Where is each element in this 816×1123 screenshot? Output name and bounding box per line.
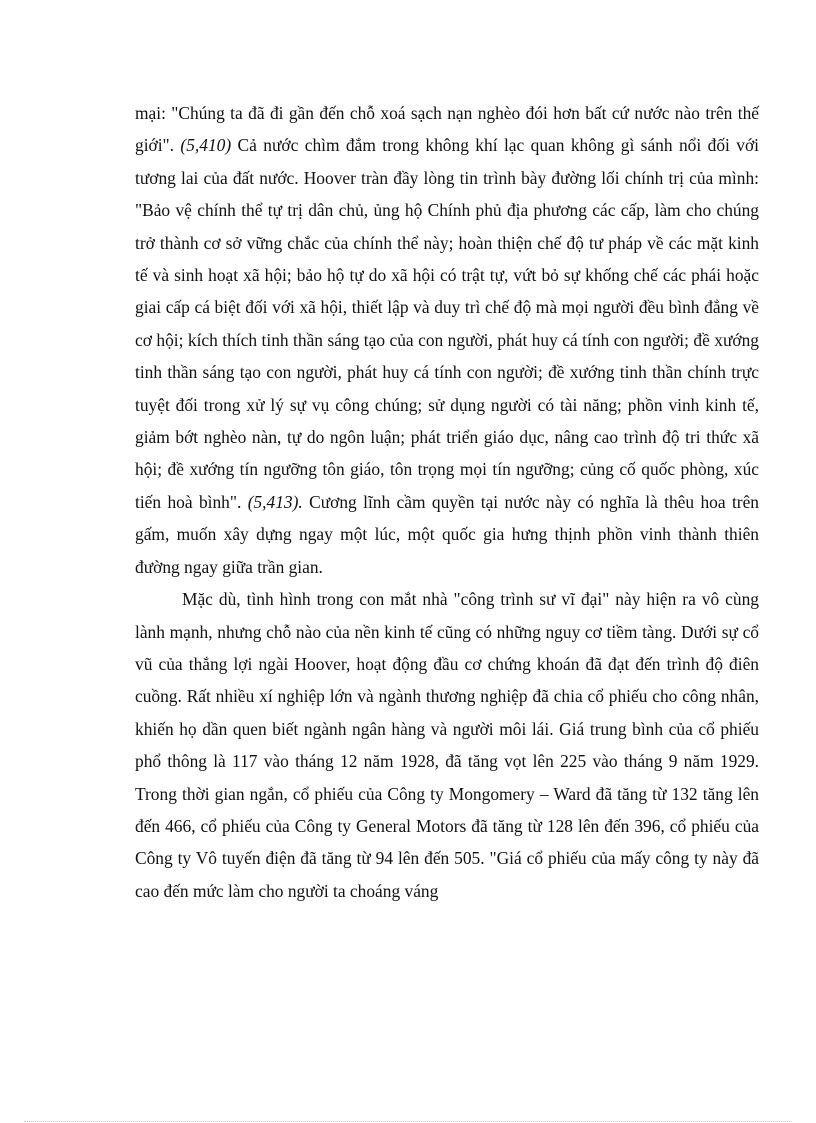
paragraph-1-text-a: mại: "Chúng ta đã đi gần đến chỗ xoá sạch nạn nghèo đói hơn bất cứ nước nào trên thế giới".	[135, 103, 759, 156]
citation-5-410: (5,410)	[180, 135, 232, 156]
paragraph-2: Mặc dù, tình hình trong con mắt nhà "công trình sư vĩ đại" này hiện ra vô cùng lành mạnh, nhưng chỗ nào của nền kinh tế cũng có những nguy cơ tiềm tàng. Dưới sự cổ vũ của thắng lợi ngài Hoover, hoạt động đầu cơ chứng khoán đã đạt đến trình độ điên cuồng. Rất nhiều xí nghiệp lớn và ngành thương nghiệp đã chia cổ phiếu cho công nhân, khiến họ dần quen biết ngành ngân hàng và người môi lái. Giá trung bình của cổ phiếu phổ thông là 117 vào tháng 12 năm 1928, đã tăng vọt lên 225 vào tháng 9 năm 1929. Trong thời gian ngắn, cổ phiếu của Công ty Mongomery – Ward đã tăng từ 132 tăng lên đến 466, cổ phiếu của Công ty General Motors đã tăng từ 128 lên đến 396, cổ phiếu của Công ty Vô tuyến điện đã tăng từ 94 lên đến 505. "Giá cổ phiếu của mấy công ty này đã cao đến mức làm cho người ta choáng váng	[135, 589, 759, 901]
paragraph-1	[135, 97, 759, 583]
paragraph-1-text-c: Cương lĩnh cầm quyền tại nước này có nghĩa là thêu hoa trên gấm, muốn xây dựng ngay một lúc, một quốc gia hưng thịnh phồn vinh thành thiên đường ngay giữa trần gian.	[135, 491, 759, 577]
page-boundary-line	[24, 1121, 792, 1122]
paragraph-1-text-b: Cả nước chìm đắm trong không khí lạc quan không gì sánh nổi đối với tương lai của đất nước. Hoover tràn đầy lòng tin trình bày đường lối chính trị của mình: "Bảo vệ chính thể tự trị dân chủ, ủng hộ Chính phủ địa phương các cấp, làm cho chúng trở thành cơ sở vững chắc của chính thể này; hoàn thiện chế độ tư pháp về các mặt kinh tế và sinh hoạt xã hội; bảo hộ tự do xã hội có trật tự, vứt bỏ sự khống chế các phái hoặc giai cấp cá biệt đối với xã hội, thiết lập và duy trì chế độ mà mọi người đều bình đẳng về cơ hội; kích thích tinh thần sáng tạo của con người, phát huy cá tính con người; đề xướng tinh thần sáng tạo con người, phát huy cá tính con người; đề xướng tinh thần chính trực tuyệt đối trong xử lý sự vụ công chúng; sử dụng người có tài năng; phồn vinh kinh tế, giảm bớt nghèo nàn, tự do ngôn luận; phát triển giáo dục, nâng cao trình độ tri thức xã hội; đề xướng tín ngưỡng tôn giáo, tôn trọng mọi tín ngưỡng; củng cố quốc phòng, xúc tiến hoà bình".	[135, 135, 759, 512]
body-text	[135, 97, 759, 907]
citation-5-413: (5,413).	[247, 491, 303, 512]
